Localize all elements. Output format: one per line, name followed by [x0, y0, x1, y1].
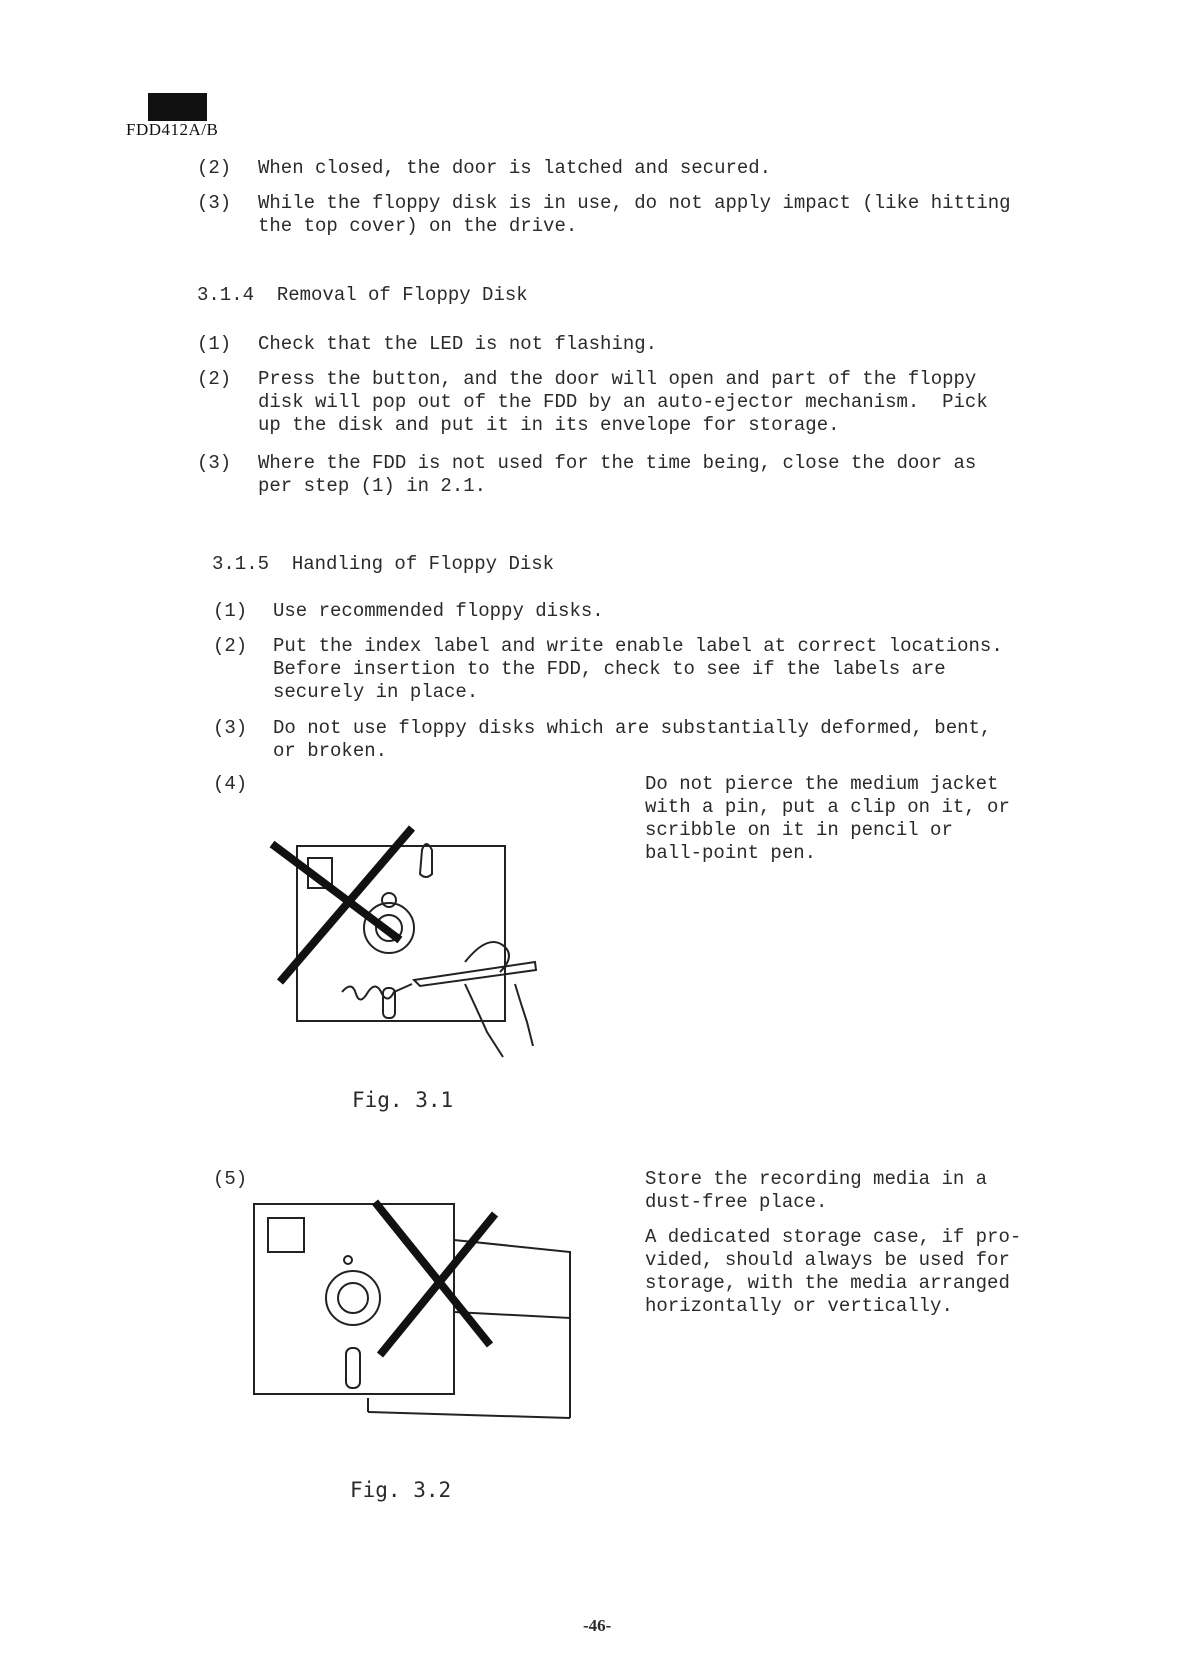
item-text-continued: A dedicated storage case, if pro- vided, should always be used for storage, with the media arranged horizontally or vertically.: [645, 1226, 1022, 1317]
model-code: FDD412A/B: [126, 120, 219, 139]
item-text: While the floppy disk is in use, do not apply impact (like hitting the top cover) on the drive.: [258, 192, 1011, 237]
item-number: (3): [197, 192, 232, 214]
item-text: Put the index label and write enable label at correct locations. Before insertion to the FDD, check to see if the labels are securely in place.: [273, 635, 1003, 703]
item-number: (5): [213, 1168, 248, 1190]
item-number: (3): [197, 452, 232, 474]
item-text: Use recommended floppy disks.: [273, 600, 604, 622]
item-text: Store the recording media in a dust-free place.: [645, 1168, 988, 1213]
item-text: When closed, the door is latched and secured.: [258, 157, 772, 179]
item-text: Where the FDD is not used for the time being, close the door as per step (1) in 2.1.: [258, 452, 977, 497]
item-text: Do not use floppy disks which are substantially deformed, bent, or broken.: [273, 717, 992, 762]
item-number: (2): [213, 635, 248, 657]
header-black-tab: [148, 93, 207, 121]
item-number: (2): [197, 368, 232, 390]
figure-3-1-illustration: [260, 810, 560, 1070]
figure-caption: Fig. 3.2: [350, 1478, 452, 1502]
item-number: (1): [213, 600, 248, 622]
item-number: (2): [197, 157, 232, 179]
item-text: Do not pierce the medium jacket with a pin, put a clip on it, or scribble on it in pencil or ball-point pen.: [645, 773, 1010, 864]
section-heading-3-1-4: 3.1.4 Removal of Floppy Disk: [197, 284, 528, 306]
page-number: -46-: [583, 1616, 612, 1635]
item-number: (1): [197, 333, 232, 355]
section-heading-3-1-5: 3.1.5 Handling of Floppy Disk: [212, 553, 555, 575]
item-number: (3): [213, 717, 248, 739]
figure-caption: Fig. 3.1: [352, 1088, 454, 1112]
item-number: (4): [213, 773, 248, 795]
figure-3-2-illustration: [250, 1200, 590, 1430]
item-text: Press the button, and the door will open and part of the floppy disk will pop out of the FDD by an auto-ejector mechanism. Pick up the disk and put it in its envelope for storage.: [258, 368, 988, 436]
item-text: Check that the LED is not flashing.: [258, 333, 658, 355]
